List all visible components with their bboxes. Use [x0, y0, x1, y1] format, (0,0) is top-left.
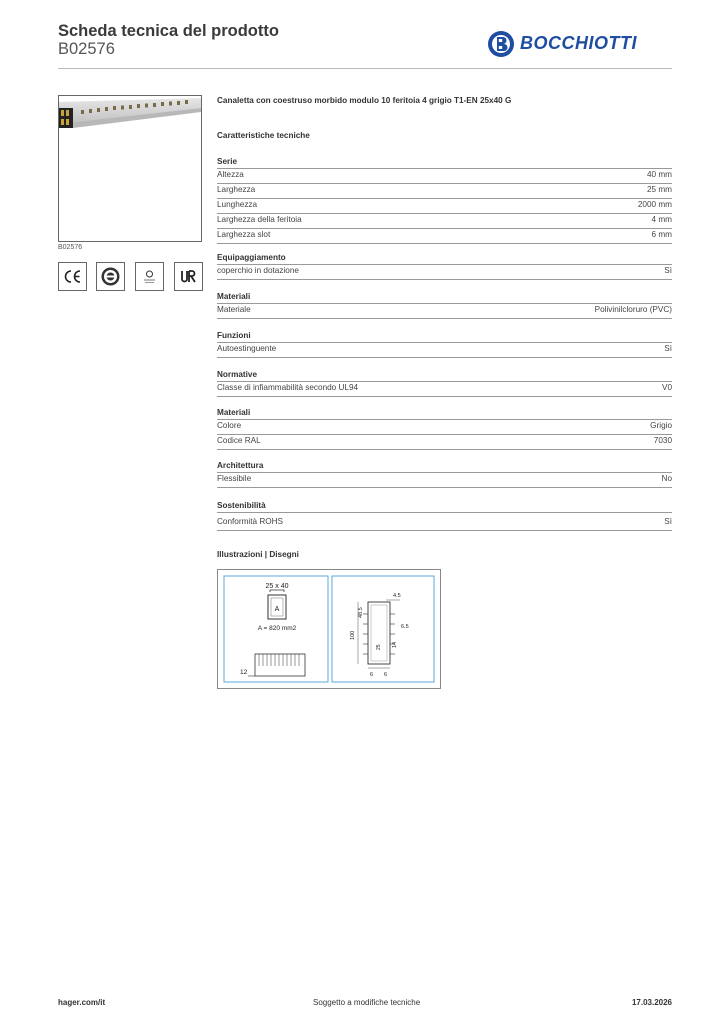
dim-top: 4.5: [393, 593, 401, 599]
spec-value: Polivinilcloruro (PVC): [594, 305, 672, 314]
section-funzioni-title: Funzioni: [217, 329, 672, 343]
page-title: Scheda tecnica del prodotto: [58, 22, 279, 40]
section-letter: A: [274, 606, 280, 613]
area-label: A = 820 mm2: [257, 625, 297, 632]
section-normative-title: Normative: [217, 368, 672, 382]
spec-value: 4 mm: [651, 215, 672, 224]
spec-row: [217, 168, 672, 184]
dim-bottom-2: 6: [384, 672, 388, 678]
spec-label: Larghezza: [217, 185, 256, 194]
drawing-panels: [218, 570, 440, 688]
spec-label: Altezza: [217, 170, 244, 179]
footer-date: 17.03.2026: [631, 998, 672, 1007]
section-serie-title: Serie: [217, 155, 672, 169]
technical-drawings: [217, 569, 441, 689]
spec-label: Larghezza slot: [217, 230, 271, 239]
dim-height: 100: [350, 630, 356, 640]
size-label: 25 x 40: [265, 583, 289, 590]
dim-left: 48.5: [358, 607, 364, 618]
section-sostenibilita-title: Sostenibilità: [217, 499, 672, 513]
photo-caption: B02576: [58, 244, 83, 251]
spec-label: Materiale: [217, 305, 251, 314]
spec-value: Sì: [664, 517, 672, 526]
spec-row: [217, 303, 672, 319]
spec-value: No: [661, 474, 672, 483]
spec-row: [217, 381, 672, 397]
spec-row: [217, 198, 672, 214]
dim-b: 25: [376, 644, 382, 650]
product-code: B02576: [58, 40, 115, 58]
spec-row: [217, 264, 672, 280]
product-description: Canaletta con coestruso morbido modulo 10 feritoia 4 grigio T1-EN 25x40 G: [217, 96, 512, 105]
spec-label: Conformità ROHS: [217, 517, 283, 526]
section-equipaggiamento-title: Equipaggiamento: [217, 251, 672, 265]
spec-label: Colore: [217, 421, 242, 430]
section-architettura-title: Architettura: [217, 459, 672, 473]
spec-value: 2000 mm: [637, 200, 672, 209]
specs-heading: Caratteristiche tecniche: [217, 131, 310, 140]
spec-row: [217, 183, 672, 199]
illustrations-heading: Illustrazioni | Disegni: [217, 550, 299, 559]
spec-value: 40 mm: [646, 170, 672, 179]
spec-label: Codice RAL: [217, 436, 261, 445]
ur-recognized-icon: [174, 262, 203, 291]
spec-label: coperchio in dotazione: [217, 266, 299, 275]
section-materiali-title: Materiali: [217, 290, 672, 304]
spec-row: [217, 228, 672, 244]
ul-listed-icon: [135, 262, 164, 291]
brand-name: BOCCHIOTTI: [520, 33, 637, 53]
footer-disclaimer: Soggetto a modifiche tecniche: [313, 998, 421, 1007]
spec-value: Sì: [664, 344, 672, 353]
spec-label: Classe di infiammabilità secondo UL94: [217, 383, 359, 392]
dim-a: 14: [392, 641, 398, 648]
header-divider: [58, 68, 672, 69]
count-label: 12: [240, 669, 248, 676]
spec-row: [217, 434, 672, 450]
spec-label: Flessibile: [217, 474, 252, 483]
dim-right: 6.5: [401, 624, 409, 630]
spec-value: 6 mm: [651, 230, 672, 239]
spec-value: Sì: [664, 266, 672, 275]
cable-duct-photo: [59, 96, 201, 241]
spec-row: [217, 419, 672, 435]
spec-label: Larghezza della feritoia: [217, 215, 302, 224]
spec-label: Autoestinguente: [217, 344, 277, 353]
csa-mark-icon: [96, 262, 125, 291]
spec-value: 25 mm: [646, 185, 672, 194]
spec-row: [217, 472, 672, 488]
spec-row: [217, 342, 672, 358]
spec-row: [217, 213, 672, 229]
spec-row: [217, 515, 672, 531]
section-materiali-colour-title: Materiali: [217, 406, 672, 420]
brand-logo: [486, 29, 666, 59]
dim-bottom-1: 6: [370, 672, 374, 678]
spec-value: Grigio: [650, 421, 672, 430]
footer-website: hager.com/it: [58, 998, 106, 1007]
product-photo: [58, 95, 202, 242]
spec-value: 7030: [653, 436, 672, 445]
spec-label: Lunghezza: [217, 200, 258, 209]
bocchiotti-logo-icon: [486, 29, 516, 59]
ce-mark-icon: [58, 262, 87, 291]
spec-value: V0: [661, 383, 672, 392]
